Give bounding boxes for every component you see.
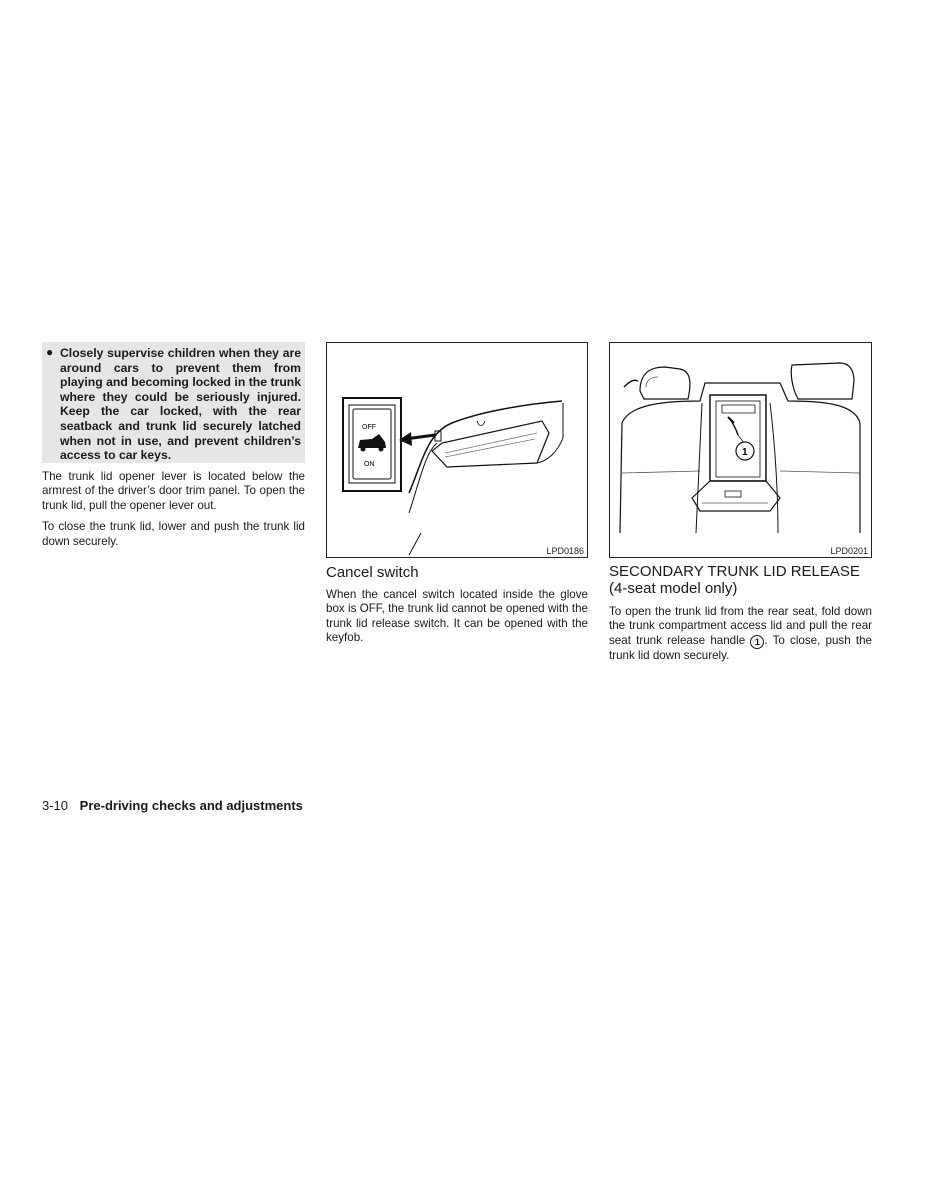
cancel-switch-figure <box>326 342 588 558</box>
bullet-icon: ● <box>46 345 54 359</box>
warning-text: Closely supervise children when they are around cars to prevent them from playing and becoming locked in the trunk where they could be seriously injured. Keep the car locked, with the rear seatback and trunk lid securely latched when not in use, and prevent children’s access to car keys. <box>60 346 301 463</box>
paragraph-part-2: . To close, push the trunk lid down securely. <box>609 633 872 662</box>
left-body <box>42 470 305 549</box>
trunk-icon <box>358 434 386 452</box>
rear-seat-illustration <box>610 343 871 557</box>
switch-on-label: ON <box>364 461 375 468</box>
secondary-release-figure <box>609 342 872 558</box>
figure-code: LPD0186 <box>546 546 584 556</box>
callout-ref-badge: 1 <box>750 635 764 649</box>
heading-line-1: SECONDARY TRUNK LID RELEASE <box>609 563 860 580</box>
paragraph-part-1: To open the trunk lid from the rear seat, fold down the trunk compartment access lid and pull the rear seat trunk release handle <box>609 605 872 647</box>
figure-code: LPD0201 <box>830 546 868 556</box>
callout-number: 1 <box>742 447 748 458</box>
trunk-close-paragraph: To close the trunk lid, lower and push the trunk lid down securely. <box>42 520 305 548</box>
warning-box <box>42 342 305 463</box>
switch-off-label: OFF <box>362 424 376 431</box>
heading-line-2: (4-seat model only) <box>609 580 738 597</box>
secondary-release-heading <box>609 563 860 597</box>
page-footer <box>42 798 303 813</box>
section-title: Pre-driving checks and adjustments <box>79 798 303 813</box>
cancel-switch-paragraph: When the cancel switch located inside the glove box is OFF, the trunk lid cannot be opened with the trunk lid release switch. It can be opened with the keyfob. <box>326 588 588 645</box>
right-body <box>609 605 872 663</box>
trunk-opener-paragraph: The trunk lid opener lever is located below the armrest of the driver’s door trim panel. To open the trunk lid, pull the opener lever out. <box>42 470 305 512</box>
secondary-release-paragraph <box>609 605 872 663</box>
cancel-switch-heading: Cancel switch <box>326 564 419 581</box>
page-number: 3-10 <box>42 798 69 813</box>
middle-body <box>326 588 588 646</box>
cancel-switch-illustration <box>327 343 587 557</box>
